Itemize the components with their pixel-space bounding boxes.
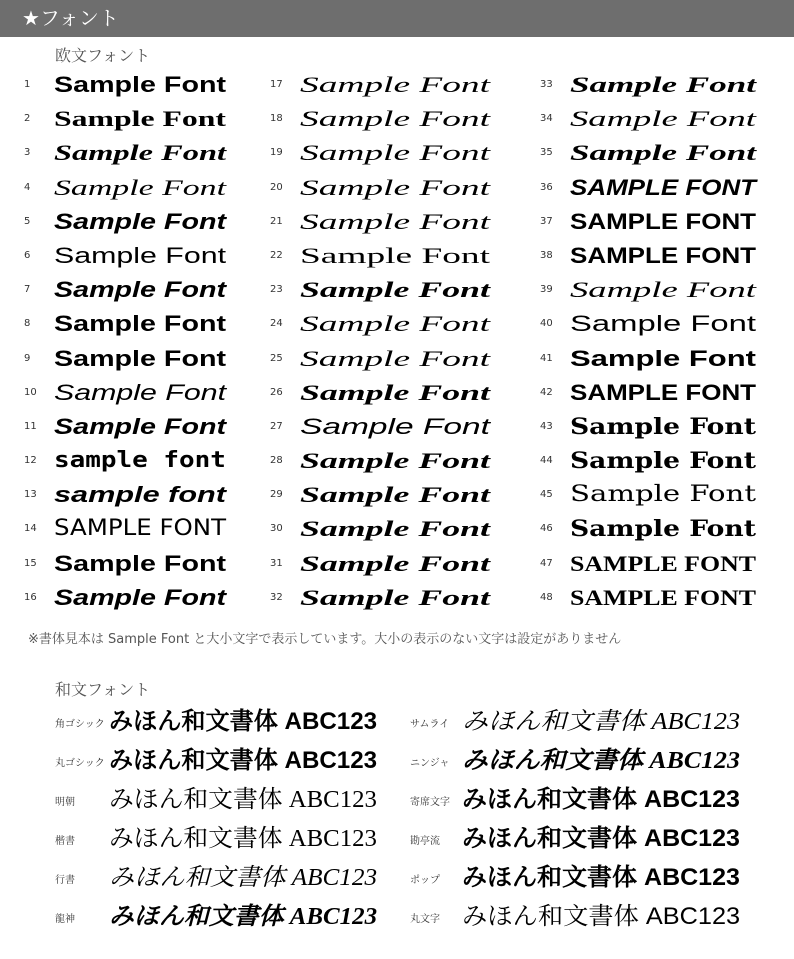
font-number: 43	[540, 420, 553, 432]
japanese-font-sample: みほん和文書体 ABC123	[462, 748, 740, 774]
font-number: 44	[540, 455, 553, 467]
font-sample-text: Sample Font	[54, 208, 227, 234]
font-number: 40	[540, 318, 553, 330]
font-sample-note: ※書体見本は Sample Font と大小文字で表示しています。大小の表示のない文字は設定がありません	[28, 632, 622, 647]
font-sample-text: Sample Font	[570, 516, 756, 543]
font-sample-row	[24, 240, 254, 274]
japanese-font-sample: みほん和文書体 ABC123	[462, 709, 741, 735]
font-sample-row	[270, 479, 530, 513]
font-sample-text: Sample Font	[54, 413, 227, 439]
font-sample-text: Sample Font	[570, 277, 756, 303]
font-number: 48	[540, 591, 553, 603]
font-number: 23	[270, 284, 283, 296]
font-sample-text: Sample Font	[300, 413, 490, 439]
font-sample-row	[270, 137, 530, 171]
font-sample-row	[24, 479, 254, 513]
font-number: 41	[540, 352, 553, 364]
font-sample-row	[540, 206, 780, 240]
japanese-font-name: 寄席文字	[410, 797, 450, 808]
font-sample-row	[270, 445, 530, 479]
font-sample-text: Sample Font	[300, 72, 490, 97]
font-sample-row	[24, 69, 254, 103]
font-sample-text: Sample Font	[570, 448, 756, 475]
font-sample-text: SAMPLE FONT	[570, 584, 756, 610]
font-sample-row	[540, 548, 780, 582]
japanese-font-sample: みほん和文書体 ABC123	[109, 904, 378, 930]
japanese-font-row	[55, 859, 395, 898]
japanese-font-sample: みほん和文書体 ABC123	[462, 903, 741, 930]
font-sample-row	[24, 582, 254, 616]
font-number: 25	[270, 352, 283, 364]
font-sample-row	[270, 308, 530, 342]
font-sample-text: Sample Font	[54, 345, 227, 371]
font-sample-text: Sample Font	[300, 550, 490, 576]
font-number: 47	[540, 557, 553, 569]
font-sample-text: Sample Font	[54, 584, 227, 610]
font-sample-text: SAMPLE FONT	[570, 242, 757, 268]
font-number: 46	[540, 523, 553, 535]
font-number: 5	[24, 215, 31, 227]
font-number: 30	[270, 523, 283, 535]
font-sample-text: SAMPLE FONT	[570, 379, 757, 405]
font-sample-row	[24, 206, 254, 240]
font-sample-row	[24, 137, 254, 171]
font-sample-text: Sample Font	[54, 174, 226, 200]
japanese-fonts-title: 和文フォント	[55, 680, 151, 699]
font-sample-text: Sample Font	[54, 311, 227, 337]
font-number: 34	[540, 113, 553, 125]
font-sample-row	[270, 411, 530, 445]
font-number: 9	[24, 352, 31, 364]
font-sample-text: SAMPLE FONT	[570, 550, 756, 576]
font-sample-text: Sample Font	[300, 208, 490, 234]
font-sample-row	[24, 172, 254, 206]
font-sample-row	[270, 582, 530, 616]
font-sample-row	[24, 343, 254, 377]
font-sample-row	[540, 103, 780, 137]
japanese-font-name: 丸ゴシック	[55, 758, 105, 769]
font-number: 27	[270, 420, 283, 432]
font-number: 1	[24, 79, 31, 90]
font-sample-row	[540, 513, 780, 547]
font-sample-text: Sample Font	[300, 516, 490, 542]
japanese-font-row	[410, 859, 770, 898]
font-number: 18	[270, 113, 283, 125]
font-number: 14	[24, 523, 37, 535]
font-sample-row	[24, 308, 254, 342]
font-number: 37	[540, 215, 553, 227]
japanese-font-row	[55, 898, 395, 937]
japanese-font-sample: みほん和文書体 ABC123	[462, 864, 740, 891]
western-font-column-1	[24, 69, 254, 616]
japanese-font-name: ニンジャ	[410, 758, 450, 769]
japanese-font-name: 角ゴシック	[55, 719, 105, 730]
font-number: 36	[540, 181, 553, 193]
font-number: 17	[270, 79, 283, 90]
font-sample-text: sample font	[54, 448, 226, 474]
font-number: 31	[270, 557, 283, 569]
font-sample-text: Sample Font	[570, 106, 756, 132]
japanese-font-name: サムライ	[410, 719, 450, 730]
font-sample-row	[24, 548, 254, 582]
font-sample-row	[24, 445, 254, 479]
font-number: 39	[540, 284, 553, 296]
font-sample-text: Sample Font	[570, 345, 757, 371]
font-sample-row	[24, 411, 254, 445]
font-number: 16	[24, 591, 37, 603]
font-sample-row	[540, 479, 780, 513]
font-sample-row	[24, 377, 254, 411]
font-sample-text: Sample Font	[300, 482, 490, 508]
font-sample-text: Sample Font	[300, 584, 490, 610]
font-sample-text: Sample Font	[300, 242, 491, 268]
font-sample-row	[270, 69, 530, 103]
font-sample-text: Sample Font	[54, 140, 226, 166]
font-number: 45	[540, 489, 553, 501]
japanese-font-sample: みほん和文書体 ABC123	[109, 826, 377, 852]
font-sample-row	[270, 548, 530, 582]
western-font-column-3	[540, 69, 780, 616]
font-sample-row	[270, 513, 530, 547]
japanese-font-row	[410, 703, 770, 742]
font-number: 33	[540, 79, 553, 90]
font-sample-text: Sample Font	[570, 72, 756, 97]
font-number: 42	[540, 386, 553, 398]
font-number: 22	[270, 249, 283, 261]
font-sample-text: Sample Font	[300, 140, 490, 166]
japanese-font-row	[55, 781, 395, 820]
japanese-font-sample: みほん和文書体 ABC123	[109, 865, 378, 891]
japanese-font-name: 勘亭流	[410, 836, 440, 847]
font-sample-row	[540, 172, 780, 206]
font-sample-row	[270, 240, 530, 274]
font-sample-text: Sample Font	[54, 379, 227, 405]
font-number: 35	[540, 147, 553, 159]
font-number: 4	[24, 181, 31, 193]
font-sample-text: Sample Font	[300, 345, 490, 371]
font-number: 26	[270, 386, 283, 398]
japanese-font-sample: みほん和文書体 ABC123	[462, 825, 740, 852]
font-sample-row	[24, 513, 254, 547]
font-sample-text: Sample Font	[54, 106, 226, 132]
font-sample-row	[540, 343, 780, 377]
font-sample-row	[540, 308, 780, 342]
font-sample-row	[540, 377, 780, 411]
japanese-font-sample: みほん和文書体 ABC123	[462, 786, 740, 813]
font-sample-text: Sample Font	[300, 106, 490, 132]
font-number: 3	[24, 147, 31, 159]
font-sample-row	[270, 343, 530, 377]
font-sample-row	[270, 274, 530, 308]
font-sample-text: Sample Font	[54, 242, 227, 268]
font-sample-row	[540, 274, 780, 308]
japanese-font-name: 明朝	[55, 797, 75, 808]
font-number: 7	[24, 284, 31, 296]
font-sample-text: Sample Font	[570, 482, 757, 508]
japanese-font-sample: みほん和文書体 ABC123	[109, 708, 378, 735]
japanese-font-row	[55, 703, 395, 742]
font-sample-text: Sample Font	[300, 448, 490, 474]
font-sample-row	[540, 582, 780, 616]
japanese-font-row	[410, 820, 770, 859]
font-number: 6	[24, 249, 31, 261]
font-number: 2	[24, 113, 31, 125]
font-number: 20	[270, 181, 283, 193]
japanese-font-name: ポップ	[410, 875, 440, 886]
font-number: 13	[24, 489, 37, 501]
japanese-font-name: 龍神	[55, 914, 75, 925]
font-sample-text: Sample Font	[300, 311, 490, 337]
japanese-font-row	[410, 898, 770, 937]
font-sample-text: Sample Font	[570, 140, 756, 166]
font-sample-row	[270, 377, 530, 411]
font-number: 12	[24, 455, 37, 467]
font-sample-row	[270, 172, 530, 206]
font-sample-row	[270, 206, 530, 240]
font-sample-text: Sample Font	[54, 277, 227, 303]
font-number: 24	[270, 318, 283, 330]
western-fonts-title: 欧文フォント	[55, 46, 151, 65]
font-sample-row	[540, 137, 780, 171]
font-sample-row	[270, 103, 530, 137]
font-number: 38	[540, 249, 553, 261]
japanese-font-sample: みほん和文書体 ABC123	[109, 747, 378, 774]
font-number: 29	[270, 489, 283, 501]
font-sample-text: Sample Font	[300, 379, 490, 405]
font-sample-text: Sample Font	[570, 413, 756, 440]
font-sample-row	[540, 445, 780, 479]
japanese-font-row	[410, 781, 770, 820]
font-sample-text: Sample Font	[54, 72, 227, 97]
font-sample-row	[24, 274, 254, 308]
font-sample-row	[540, 69, 780, 103]
japanese-font-column-1	[55, 703, 395, 937]
font-sample-text: Sample Font	[300, 174, 490, 200]
section-header: ★フォント	[0, 0, 794, 37]
font-number: 10	[24, 386, 37, 398]
font-sample-text: Sample Font	[300, 277, 490, 303]
font-number: 8	[24, 318, 31, 330]
japanese-font-row	[410, 742, 770, 781]
japanese-font-column-2	[410, 703, 770, 937]
font-number: 11	[24, 420, 37, 432]
font-number: 28	[270, 455, 283, 467]
japanese-font-name: 楷書	[55, 836, 75, 847]
japanese-font-row	[55, 742, 395, 781]
japanese-font-row	[55, 820, 395, 859]
font-sample-text: sample font	[54, 482, 226, 508]
font-sample-row	[540, 240, 780, 274]
font-number: 21	[270, 215, 283, 227]
japanese-font-name: 丸文字	[410, 914, 440, 925]
font-number: 19	[270, 147, 283, 159]
font-number: 32	[270, 591, 283, 603]
font-sample-text: Sample Font	[570, 311, 756, 337]
font-sample-text: SAMPLE FONT	[570, 208, 757, 234]
font-sample-row	[540, 411, 780, 445]
japanese-font-sample: みほん和文書体 ABC123	[109, 787, 377, 813]
font-sample-text: SAMPLE FONT	[54, 516, 227, 542]
font-sample-row	[24, 103, 254, 137]
font-sample-text: SAMPLE FONT	[570, 174, 757, 200]
western-font-column-2	[270, 69, 530, 616]
font-number: 15	[24, 557, 37, 569]
font-sample-text: Sample Font	[54, 550, 227, 576]
japanese-font-name: 行書	[55, 875, 75, 886]
